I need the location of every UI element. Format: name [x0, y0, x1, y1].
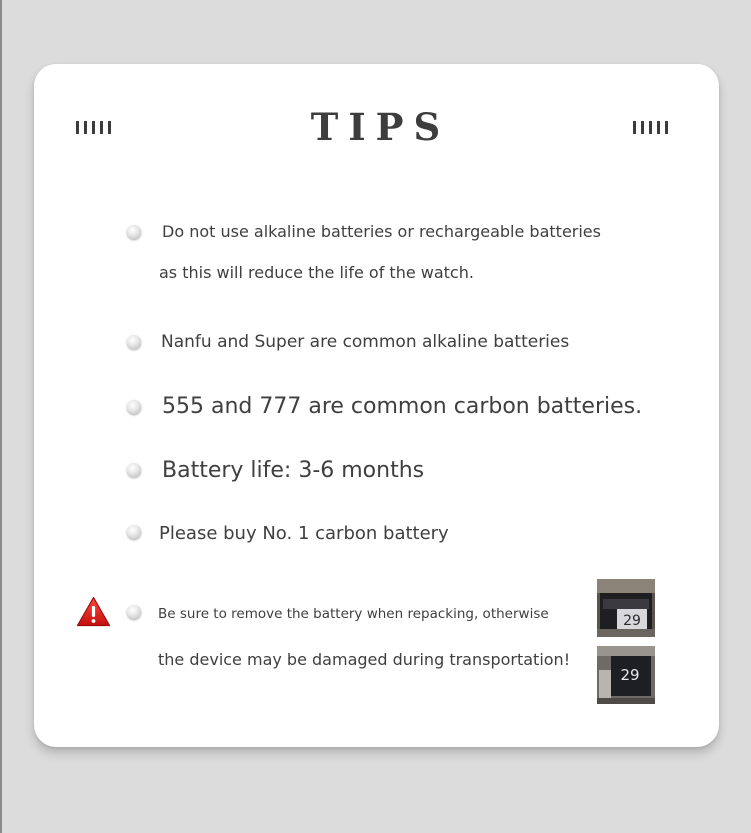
- page-title: TIPS: [310, 105, 451, 149]
- bullet-icon: [127, 605, 141, 619]
- warning-line-1: Be sure to remove the battery when repacking, otherwise: [158, 606, 549, 622]
- bullet-icon: [127, 463, 141, 477]
- bullet-icon: [127, 225, 141, 239]
- warning-triangle-icon: [76, 596, 111, 627]
- tip-5-line: Please buy No. 1 carbon battery: [159, 523, 449, 544]
- tip-1-line-1: Do not use alkaline batteries or rechargeable batteries: [162, 222, 601, 241]
- bullet-icon: [127, 525, 141, 539]
- tip-1-line-2: as this will reduce the life of the watch.: [159, 263, 474, 282]
- tip-4-line: Battery life: 3-6 months: [162, 458, 425, 483]
- tip-3-line: 555 and 777 are common carbon batteries.: [162, 394, 643, 419]
- bullet-icon: [127, 400, 141, 414]
- battery-photo-1: [597, 579, 655, 637]
- battery-photo-2: [597, 646, 655, 704]
- bullet-icon: [127, 335, 141, 349]
- warning-line-2: the device may be damaged during transportation!: [158, 650, 571, 669]
- thumbnail-1-label: 29: [623, 613, 641, 629]
- thumbnail-2-label: 29: [620, 666, 640, 684]
- tip-2-line: Nanfu and Super are common alkaline batteries: [161, 332, 570, 352]
